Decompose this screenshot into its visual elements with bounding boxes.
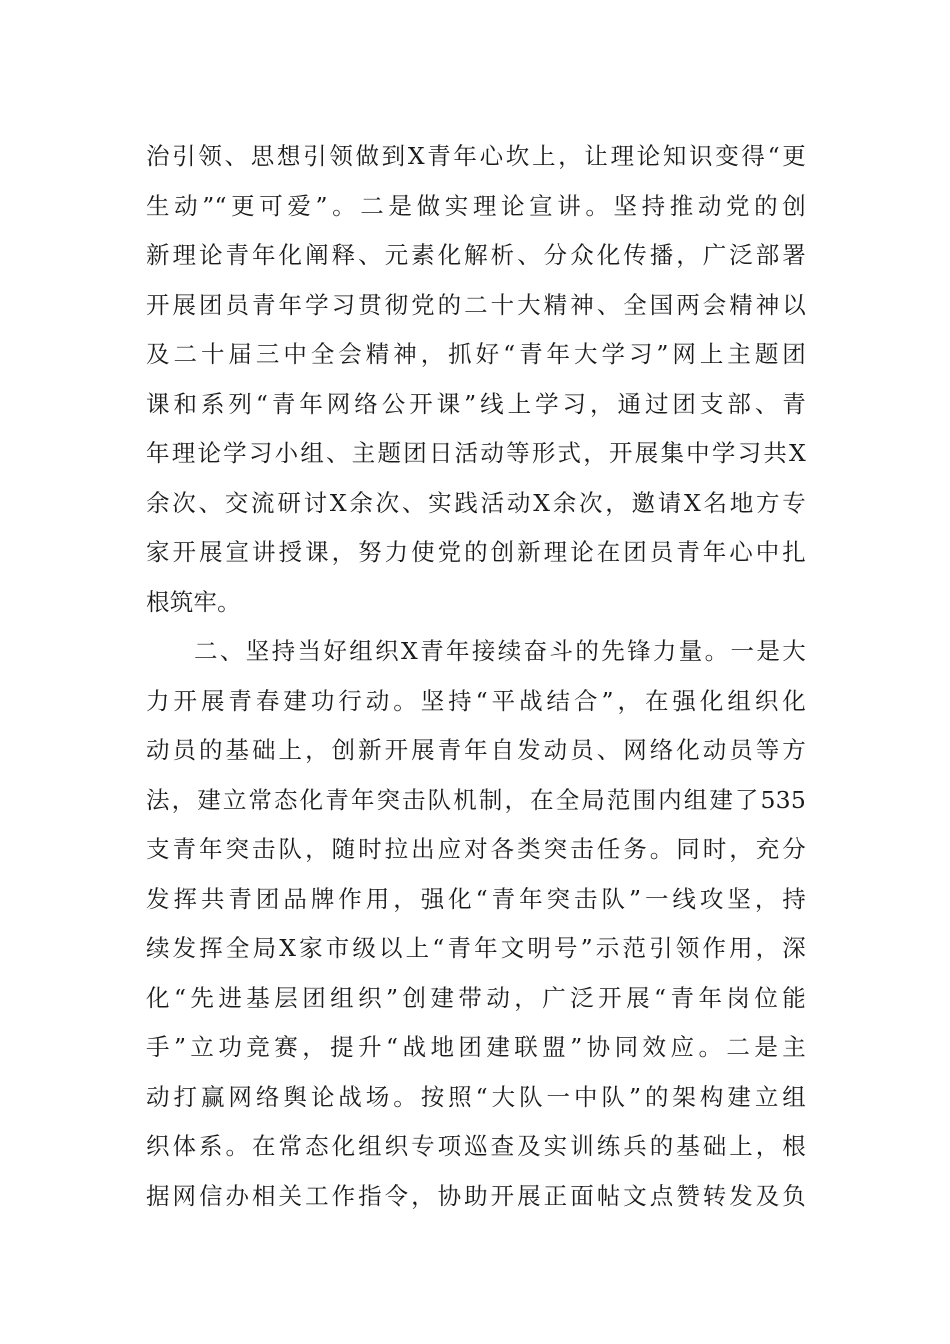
text-line: 余次、交流研讨X余次、实践活动X余次，邀请X名地方专: [146, 488, 806, 517]
text-line: 支青年突击队，随时拉出应对各类突击任务。同时，充分: [146, 835, 806, 863]
text-line: 手”立功竞赛，提升“战地团建联盟”协同效应。二是主: [146, 1033, 806, 1061]
text-line: 动员的基础上，创新开展青年自发动员、网络化动员等方: [146, 736, 806, 764]
text-line: 动打赢网络舆论战场。按照“大队一中队”的架构建立组: [146, 1082, 806, 1111]
text-line: 新理论青年化阐释、元素化解析、分众化传播，广泛部署: [146, 241, 806, 269]
text-line: 课和系列“青年网络公开课”线上学习，通过团支部、青: [146, 389, 806, 418]
text-line: 及二十届三中全会精神，抓好“青年大学习”网上主题团: [146, 340, 806, 368]
text-line: 化“先进基层团组织”创建带动，广泛开展“青年岗位能: [146, 983, 806, 1012]
text-line: 发挥共青团品牌作用，强化“青年突击队”一线攻坚，持: [146, 884, 806, 913]
text-line: 治引领、思想引领做到X青年心坎上，让理论知识变得“更: [146, 142, 806, 170]
text-line: 家开展宣讲授课，努力使党的创新理论在团员青年心中扎: [146, 538, 806, 566]
text-line: 根筑牢。: [146, 587, 241, 616]
body-text: [146, 132, 806, 1221]
text-line: 生动”“更可爱”。二是做实理论宣讲。坚持推动党的创: [146, 191, 806, 220]
text-line: 据网信办相关工作指令，协助开展正面帖文点赞转发及负: [146, 1181, 806, 1210]
text-line: 开展团员青年学习贯彻党的二十大精神、全国两会精神以: [146, 290, 806, 319]
text-line: 力开展青春建功行动。坚持“平战结合”，在强化组织化: [146, 686, 806, 715]
text-line: 年理论学习小组、主题团日活动等形式，开展集中学习共X: [146, 439, 806, 467]
text-line: 续发挥全局X家市级以上“青年文明号”示范引领作用，深: [146, 934, 806, 962]
text-line: 法，建立常态化青年突击队机制，在全局范围内组建了535: [146, 785, 806, 814]
text-line: 织体系。在常态化组织专项巡查及实训练兵的基础上，根: [146, 1132, 806, 1160]
section-heading-line: 二、坚持当好组织X青年接续奋斗的先锋力量。一是大: [194, 637, 806, 665]
